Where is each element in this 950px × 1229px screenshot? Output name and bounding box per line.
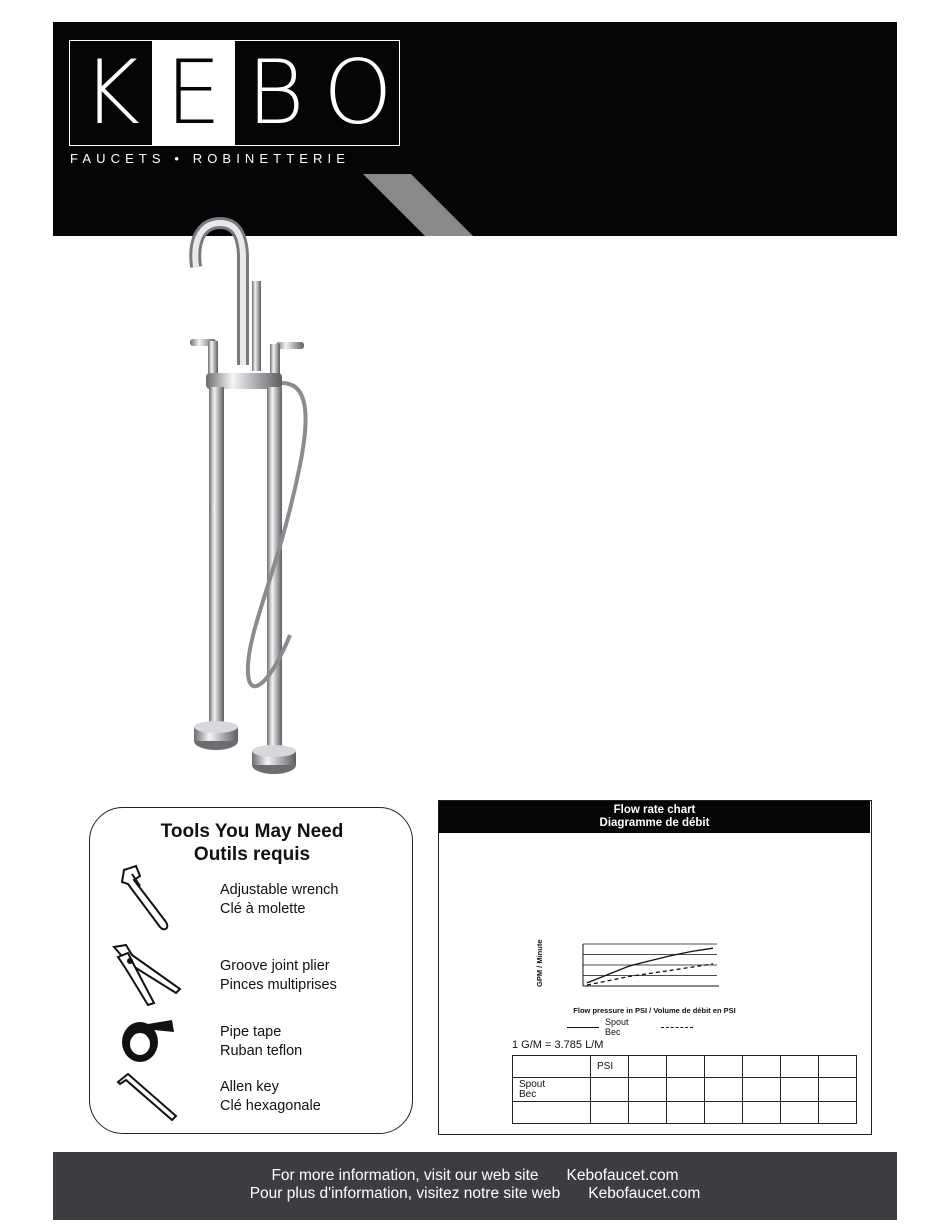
table-cell	[781, 1056, 819, 1078]
table-row	[513, 1056, 857, 1078]
table-cell	[781, 1102, 819, 1124]
header-accent-stripe	[363, 174, 483, 236]
tool-1-label-fr: Clé à molette	[220, 900, 306, 917]
legend-solid-swatch	[567, 1027, 599, 1028]
tool-2-label-en: Groove joint plier	[220, 958, 330, 974]
flow-title-fr: Diagramme de débit	[599, 817, 710, 829]
footer-website-link-en[interactable]: Kebofaucet.com	[566, 1167, 679, 1184]
table-cell	[705, 1078, 743, 1102]
pipe-tape-icon	[118, 1016, 178, 1066]
adjustable-wrench-icon	[118, 864, 178, 934]
series-line-dashed	[587, 964, 713, 985]
chart-ylabel: GPM / Minute	[535, 939, 544, 987]
tool-4-label-en: Allen key	[220, 1079, 279, 1095]
table-row	[513, 1102, 857, 1124]
legend-dashed-swatch	[661, 1027, 693, 1028]
footer-line-fr	[53, 1185, 897, 1203]
table-cell	[667, 1102, 705, 1124]
flow-title-en: Flow rate chart	[613, 804, 696, 816]
flow-rate-header	[439, 801, 870, 833]
tools-title-fr: Outils requis	[193, 844, 311, 865]
logo-tagline: FAUCETS • ROBINETTERIE	[70, 151, 350, 166]
flow-rate-chart	[551, 936, 721, 994]
footer-bar	[53, 1152, 897, 1220]
tools-panel	[89, 807, 413, 1134]
table-cell	[513, 1102, 591, 1124]
table-cell	[705, 1056, 743, 1078]
kebo-logo	[69, 40, 400, 146]
groove-joint-plier-icon	[110, 941, 185, 1011]
table-cell	[781, 1078, 819, 1102]
table-cell	[743, 1078, 781, 1102]
logo-letter-k: K	[70, 41, 152, 145]
table-row-label	[513, 1078, 591, 1102]
table-header-psi: PSI	[591, 1056, 629, 1078]
row-label-en: Spout	[519, 1078, 546, 1090]
legend-label-fr: Bec	[605, 1027, 621, 1037]
table-cell	[629, 1078, 667, 1102]
series-line-solid	[587, 948, 713, 983]
footer-text-en: For more information, visit our web site	[271, 1167, 539, 1184]
row-label-fr: Bec	[519, 1088, 537, 1100]
tool-4-text	[220, 1078, 321, 1115]
table-cell	[629, 1056, 667, 1078]
chart-grid	[583, 944, 717, 976]
table-cell	[819, 1056, 857, 1078]
freestanding-faucet-image	[170, 205, 340, 785]
tools-title	[90, 820, 414, 866]
footer-website-link-fr[interactable]: Kebofaucet.com	[588, 1185, 701, 1202]
table-cell	[629, 1102, 667, 1124]
chart-xlabel: Flow pressure in PSI / Volume de débit en PSI	[573, 1006, 736, 1015]
table-cell	[667, 1078, 705, 1102]
footer-line-en	[53, 1167, 897, 1185]
allen-key-icon	[116, 1072, 178, 1124]
table-cell	[819, 1102, 857, 1124]
logo-letter-b: B	[235, 41, 317, 145]
tool-2-text	[220, 957, 337, 994]
tool-2-label-fr: Pinces multiprises	[220, 976, 337, 993]
tool-3-label-fr: Ruban teflon	[220, 1042, 303, 1059]
tool-3-label-en: Pipe tape	[220, 1024, 282, 1040]
table-cell	[513, 1056, 591, 1078]
table-cell	[591, 1078, 629, 1102]
logo-letter-o: O	[317, 41, 399, 145]
legend-label-en: Spout	[605, 1017, 629, 1027]
flow-rate-panel	[438, 800, 872, 1135]
legend-label	[605, 1017, 629, 1037]
tool-1-text	[220, 881, 339, 918]
logo-letter-e: E	[152, 41, 234, 145]
tools-title-en: Tools You May Need	[160, 821, 344, 842]
table-cell	[819, 1078, 857, 1102]
table-cell	[743, 1102, 781, 1124]
table-cell	[705, 1102, 743, 1124]
tool-1-label-en: Adjustable wrench	[220, 882, 339, 898]
table-cell	[667, 1056, 705, 1078]
flow-rate-table	[512, 1055, 857, 1124]
tool-4-label-fr: Clé hexagonale	[220, 1097, 321, 1114]
conversion-note: 1 G/M = 3.785 L/M	[512, 1039, 604, 1051]
table-row	[513, 1078, 857, 1102]
table-cell	[743, 1056, 781, 1078]
tool-3-text	[220, 1023, 302, 1060]
footer-text-fr: Pour plus d'information, visitez notre site web	[249, 1185, 561, 1202]
table-cell	[591, 1102, 629, 1124]
